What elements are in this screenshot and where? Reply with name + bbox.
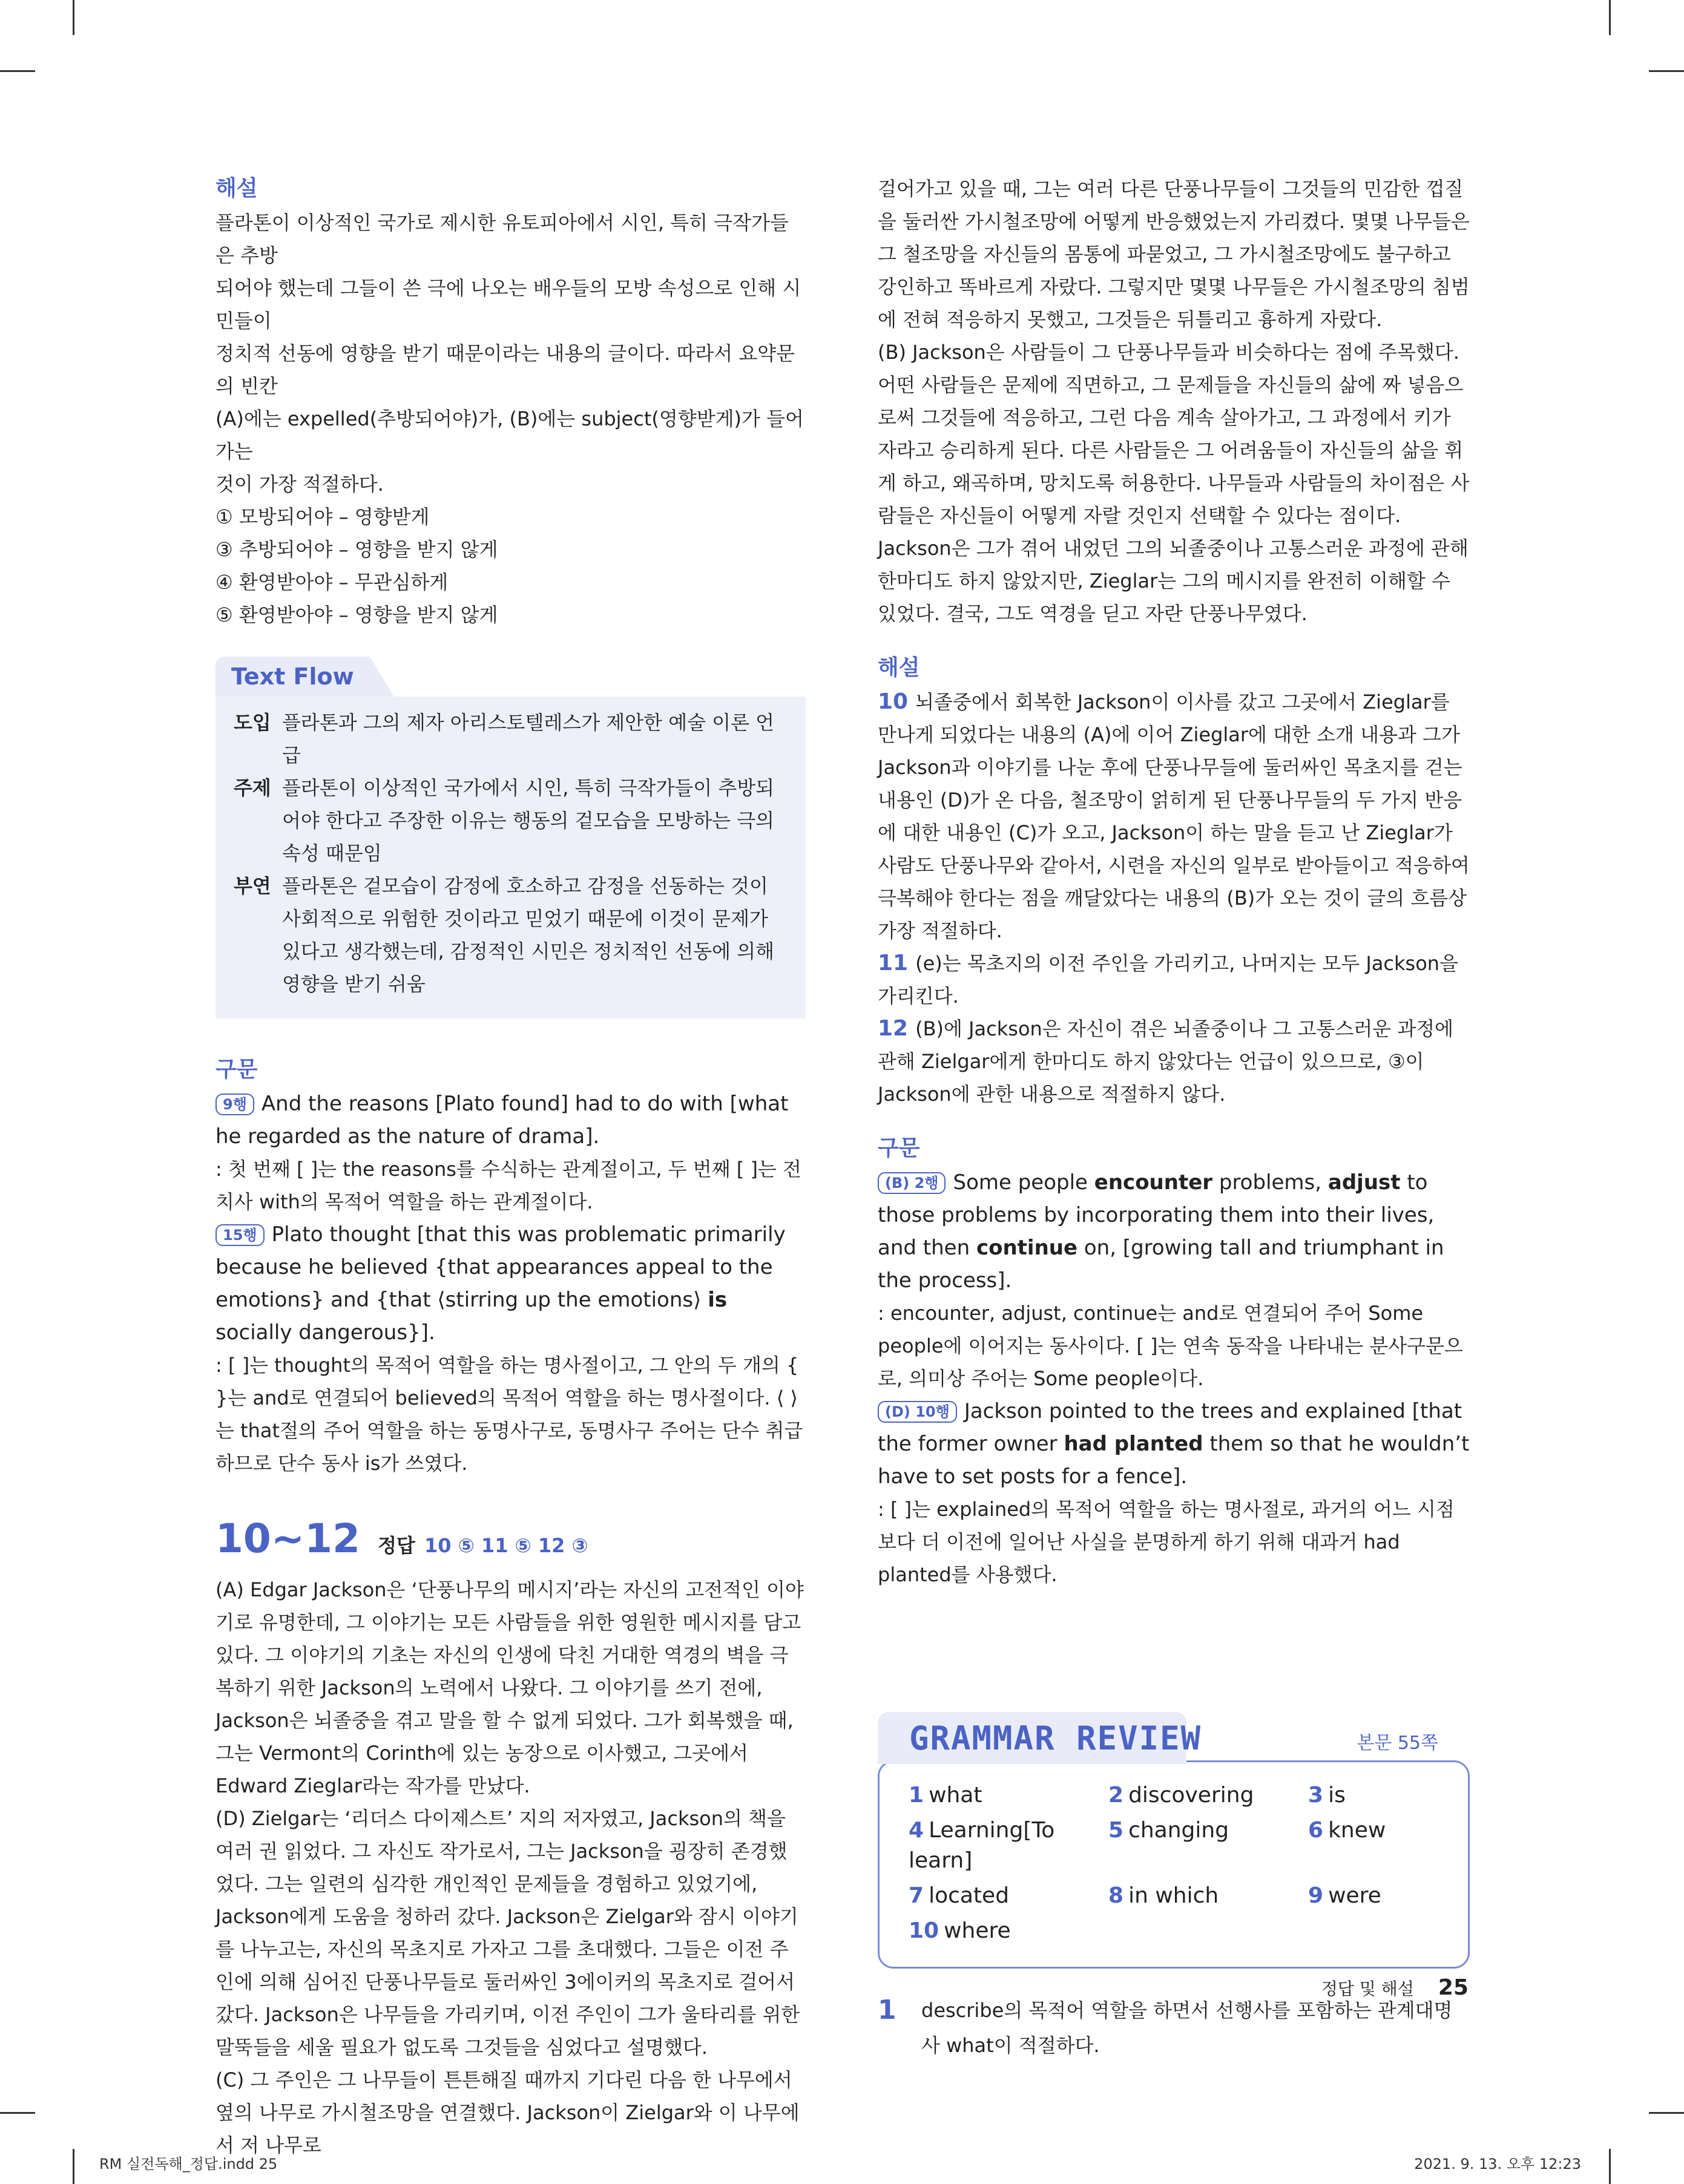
explanation-text: (B)에 Jackson은 자신이 겪은 뇌졸중이나 그 고통스러운 과정에 관해 Zielgar에게 한마디도 하지 않았다는 언급이 있으므로, ③이 Jackson에 관한 내용으로 적절하지 않다. [878, 1017, 1454, 1106]
sentence-text: to those problems by incorporating them into their lives, and then [878, 1170, 1435, 1260]
syntax-explanation: : [ ]는 explained의 목적어 역할을 하는 명사절로, 과거의 어느 시점보다 더 이전에 일어난 사실을 분명하게 하기 위해 대과거 had planted를 사용했다. [878, 1498, 1455, 1586]
option-line: ① 모방되어야 – 영향받게 [215, 505, 430, 528]
haeseol-line: 것이 가장 적절하다. [215, 473, 384, 496]
grammar-answer: 4 Learning[To learn] [909, 1818, 1055, 1873]
left-column [215, 172, 806, 2162]
syntax-sentence [878, 1395, 1470, 1493]
sentence-bold: is [708, 1288, 728, 1312]
grammar-answer: 9 were [1308, 1883, 1381, 1908]
sentence-text: socially dangerous}]. [215, 1320, 435, 1345]
text-flow-value: 플라톤과 그의 제자 아리스토텔레스가 제안한 예술 이론 언급 [282, 711, 775, 767]
passage-paragraph: (A) Edgar Jackson은 ‘단풍나무의 메시지’라는 자신의 고전적인 이야기로 유명한데, 그 이야기는 모든 사람들을 위한 영원한 메시지를 담고 있다. 그 이야기의 기초는 자신의 인생에 닥친 거대한 역경의 벽을 극복하기 위한 Jackson의 노력에서 나왔다. 그 이야기를 쓰기 전에, Jackson은 뇌졸중을 겪고 말을 할 수 없게 되었다. 그가 회복했을 때, 그는 Vermont의 Corinth에 있는 농장으로 이사했고, 그곳에서 Edward Zieglar라는 작가를 만났다. [215, 1578, 804, 1797]
section-number: 10~12 [215, 1515, 360, 1562]
explanation-12 [878, 1012, 1470, 1110]
grammar-answer: 6 knew [1308, 1818, 1386, 1843]
footer-label: 정답 및 해설 [1321, 1979, 1414, 1999]
text-flow-value: 플라톤은 겉모습이 감정에 호소하고 감정을 선동하는 것이 사회적으로 위험한 것이라고 믿었기 때문에 이것이 문제가 있다고 생각했는데, 감정적인 시민은 정치적인 선동에 의해 영향을 받기 쉬움 [282, 874, 775, 995]
haeseol-heading: 해설 [878, 655, 920, 680]
gumun-heading: 구문 [878, 1136, 920, 1161]
text-flow-key: 부연 [234, 874, 271, 897]
print-slug-date: 2021. 9. 13. 오후 12:23 [1414, 2156, 1581, 2173]
question-number: 11 [878, 951, 909, 976]
sentence-bold: continue [976, 1236, 1078, 1260]
grammar-review-page-ref: 본문 55쪽 [1357, 1733, 1438, 1754]
sentence-text: on, [growing tall and triumphant in the process]. [878, 1236, 1444, 1293]
haeseol-heading: 해설 [215, 176, 258, 201]
sentence-bold: had planted [1064, 1432, 1203, 1456]
text-flow-key: 도입 [234, 711, 271, 734]
option-line: ⑤ 환영받아야 – 영향을 받지 않게 [215, 603, 498, 626]
sentence-text: Some people [953, 1170, 1094, 1195]
text-flow-box [215, 657, 806, 1018]
syntax-explanation: : [ ]는 thought의 목적어 역할을 하는 명사절이고, 그 안의 두 개의 { }는 and로 연결되어 believed의 목적어 역할을 하는 명사절이다. ⟨ ⟩는 that절의 주어 역할을 하는 동명사구로, 동명사구 주어는 단수 취급하므로 단수 동사 is가 쓰였다. [215, 1354, 803, 1475]
explanation-text: 뇌졸중에서 회복한 Jackson이 이사를 갔고 그곳에서 Zieglar를 만나게 되었다는 내용의 (A)에 이어 Zieglar에 대한 소개 내용과 그가 Jackson과 이야기를 나눈 후에 단풍나무들에 둘러싸인 목초지를 걷는 내용인 (D)가 온 다음, 철조망이 얽히게 된 단풍나무들의 두 가지 반응에 대한 내용인 (C)가 오고, Jackson이 하는 말을 듣고 난 Zieglar가 사람도 단풍나무와 같아서, 시련을 자신의 일부로 받아들이고 적응하여 극복해야 한다는 점을 깨달았다는 내용의 (B)가 오는 것이 글의 흐름상 가장 적절하다. [878, 690, 1470, 942]
question-number: 12 [878, 1016, 909, 1041]
answer-label: 정답 [378, 1534, 415, 1557]
page-number: 25 [1438, 1975, 1469, 2000]
grammar-answers-grid [909, 1780, 1439, 1946]
grammar-review-box [878, 1712, 1470, 1969]
explanation-10 [878, 686, 1470, 947]
sentence-bold: encounter [1094, 1170, 1213, 1195]
question-number: 10 [878, 689, 909, 714]
answer-values: 10 ⑤ 11 ⑤ 12 ③ [424, 1534, 588, 1557]
haeseol-line: 정치적 선동에 영향을 받기 때문이라는 내용의 글이다. 따라서 요약문의 빈칸 [215, 342, 795, 398]
syntax-sentence [878, 1166, 1470, 1297]
grammar-review-title: GRAMMAR REVIEW [909, 1719, 1202, 1757]
print-slug-file: RM 실전독해_정답.indd 25 [99, 2156, 278, 2173]
syntax-sentence [215, 1087, 806, 1153]
line-tag: (D) 10행 [878, 1401, 957, 1423]
explanation-11 [878, 947, 1470, 1012]
syntax-explanation: : 첫 번째 [ ]는 the reasons를 수식하는 관계절이고, 두 번째 [ ]는 전치사 with의 목적어 역할을 하는 관계절이다. [215, 1158, 801, 1213]
right-column [878, 172, 1470, 2063]
grammar-answer: 1 what [909, 1783, 982, 1808]
sentence-text: Plato thought [that this was problematic primarily because he believed {that appearances appeal to the emotions} and {that ⟨stirring up the emotions⟩ [215, 1222, 786, 1312]
gumun-heading: 구문 [215, 1057, 258, 1082]
page-footer [1321, 1975, 1469, 2000]
sentence-text: And the reasons [Plato found] had to do with [what he regarded as the nature of drama]. [215, 1092, 789, 1149]
section-header [215, 1515, 806, 1573]
line-tag: (B) 2행 [878, 1172, 946, 1194]
sentence-text: Jackson pointed to the trees and explained [that the former owner [878, 1399, 1462, 1456]
haeseol-line: 플라톤이 이상적인 국가로 제시한 유토피아에서 시인, 특히 극작가들은 추방 [215, 211, 789, 267]
grammar-answer: 10 where [909, 1918, 1011, 1943]
text-flow-title: Text Flow [215, 657, 370, 697]
text-flow-row [234, 870, 788, 1000]
sentence-text: them so that he wouldn’t have to set posts for a fence]. [878, 1432, 1470, 1489]
note-number: 1 [878, 1995, 896, 2025]
grammar-note [878, 1993, 1470, 2063]
sentence-bold: adjust [1327, 1170, 1401, 1195]
note-text: describe의 목적어 역할을 하면서 선행사를 포함하는 관계대명사 what이 적절하다. [921, 1999, 1453, 2057]
text-flow-row [234, 772, 788, 870]
passage-paragraph: (B) Jackson은 사람들이 그 단풍나무들과 비슷하다는 점에 주목했다. 어떤 사람들은 문제에 직면하고, 그 문제들을 자신들의 삶에 짜 넣음으로써 그것들에 적응하고, 그런 다음 계속 살아가고, 그 과정에서 키가 자라고 승리하게 된다. 다른 사람들은 그 어려움들이 자신들의 삶을 휘게 하고, 왜곡하며, 망치도록 허용한다. 나무들과 사람들의 차이점은 사람들은 자신들이 어떻게 자랄 것인지 선택할 수 있다는 점이다. Jackson은 그가 겪어 내었던 그의 뇌졸중이나 고통스러운 과정에 관해 한마디도 하지 않았지만, Zieglar는 그의 메시지를 완전히 이해할 수 있었다. 결국, 그도 역경을 딛고 자란 단풍나무였다. [878, 341, 1470, 625]
grammar-answer: 3 is [1308, 1783, 1346, 1808]
grammar-answer: 2 discovering [1108, 1783, 1254, 1808]
text-flow-value: 플라톤이 이상적인 국가에서 시인, 특히 극작가들이 추방되어야 한다고 주장한 이유는 행동의 겉모습을 모방하는 극의 속성 때문임 [282, 776, 775, 865]
grammar-answer: 5 changing [1108, 1818, 1229, 1843]
line-tag: 9행 [215, 1094, 254, 1115]
haeseol-line: 되어야 했는데 그들이 쓴 극에 나오는 배우들의 모방 속성으로 인해 시민들이 [215, 277, 801, 332]
option-line: ③ 추방되어야 – 영향을 받지 않게 [215, 538, 498, 561]
syntax-sentence [215, 1218, 806, 1349]
grammar-answer: 8 in which [1108, 1883, 1219, 1908]
line-tag: 15행 [215, 1224, 265, 1246]
passage-paragraph: (C) 그 주인은 그 나무들이 튼튼해질 때까지 기다린 다음 한 나무에서 옆의 나무로 가시철조망을 연결했다. Jackson이 Zielgar와 이 나무에서 저 나무로 [215, 2068, 800, 2157]
haeseol-line: (A)에는 expelled(추방되어야)가, (B)에는 subject(영향받게)가 들어가는 [215, 407, 804, 463]
syntax-explanation: : encounter, adjust, continue는 and로 연결되어 주어 Some people에 이어지는 동사이다. [ ]는 연속 동작을 나타내는 분사구문으로, 의미상 주어는 Some people이다. [878, 1302, 1463, 1390]
grammar-answer: 7 located [909, 1883, 1010, 1908]
option-line: ④ 환영받아야 – 무관심하게 [215, 571, 449, 594]
passage-paragraph: (D) Zielgar는 ‘리더스 다이제스트’ 지의 저자였고, Jackson의 책을 여러 권 읽었다. 그 자신도 작가로서, 그는 Jackson을 굉장히 존경했었다. 그는 일련의 심각한 개인적인 문제들을 경험하고 있었기에, Jackson에게 도움을 청하러 갔다. Jackson은 Zielgar와 잠시 이야기를 나누고는, 자신의 목초지로 가자고 그를 초대했다. 그들은 이전 주인에 의해 심어진 단풍나무들로 둘러싸인 3에이커의 목초지로 걸어서 갔다. Jackson은 나무들을 가리키며, 이전 주인이 그가 울타리를 위한 말뚝들을 세울 필요가 없도록 그것들을 심었다고 설명했다. [215, 1807, 800, 2059]
text-flow-key: 주제 [234, 776, 271, 799]
passage-paragraph: 걸어가고 있을 때, 그는 여러 다른 단풍나무들이 그것들의 민감한 껍질을 둘러싼 가시철조망에 어떻게 반응했었는지 가리켰다. 몇몇 나무들은 그 철조망을 자신들의 몸통에 파묻었고, 그 가시철조망에도 불구하고 강인하고 똑바르게 자랐다. 그렇지만 몇몇 나무들은 가시철조망의 침범에 전혀 적응하지 못했고, 그것들은 뒤틀리고 흉하게 자랐다. [878, 177, 1470, 331]
explanation-text: (e)는 목초지의 이전 주인을 가리키고, 나머지는 모두 Jackson을 가리킨다. [878, 952, 1458, 1008]
text-flow-row [234, 706, 788, 772]
sentence-text: problems, [1212, 1170, 1328, 1195]
